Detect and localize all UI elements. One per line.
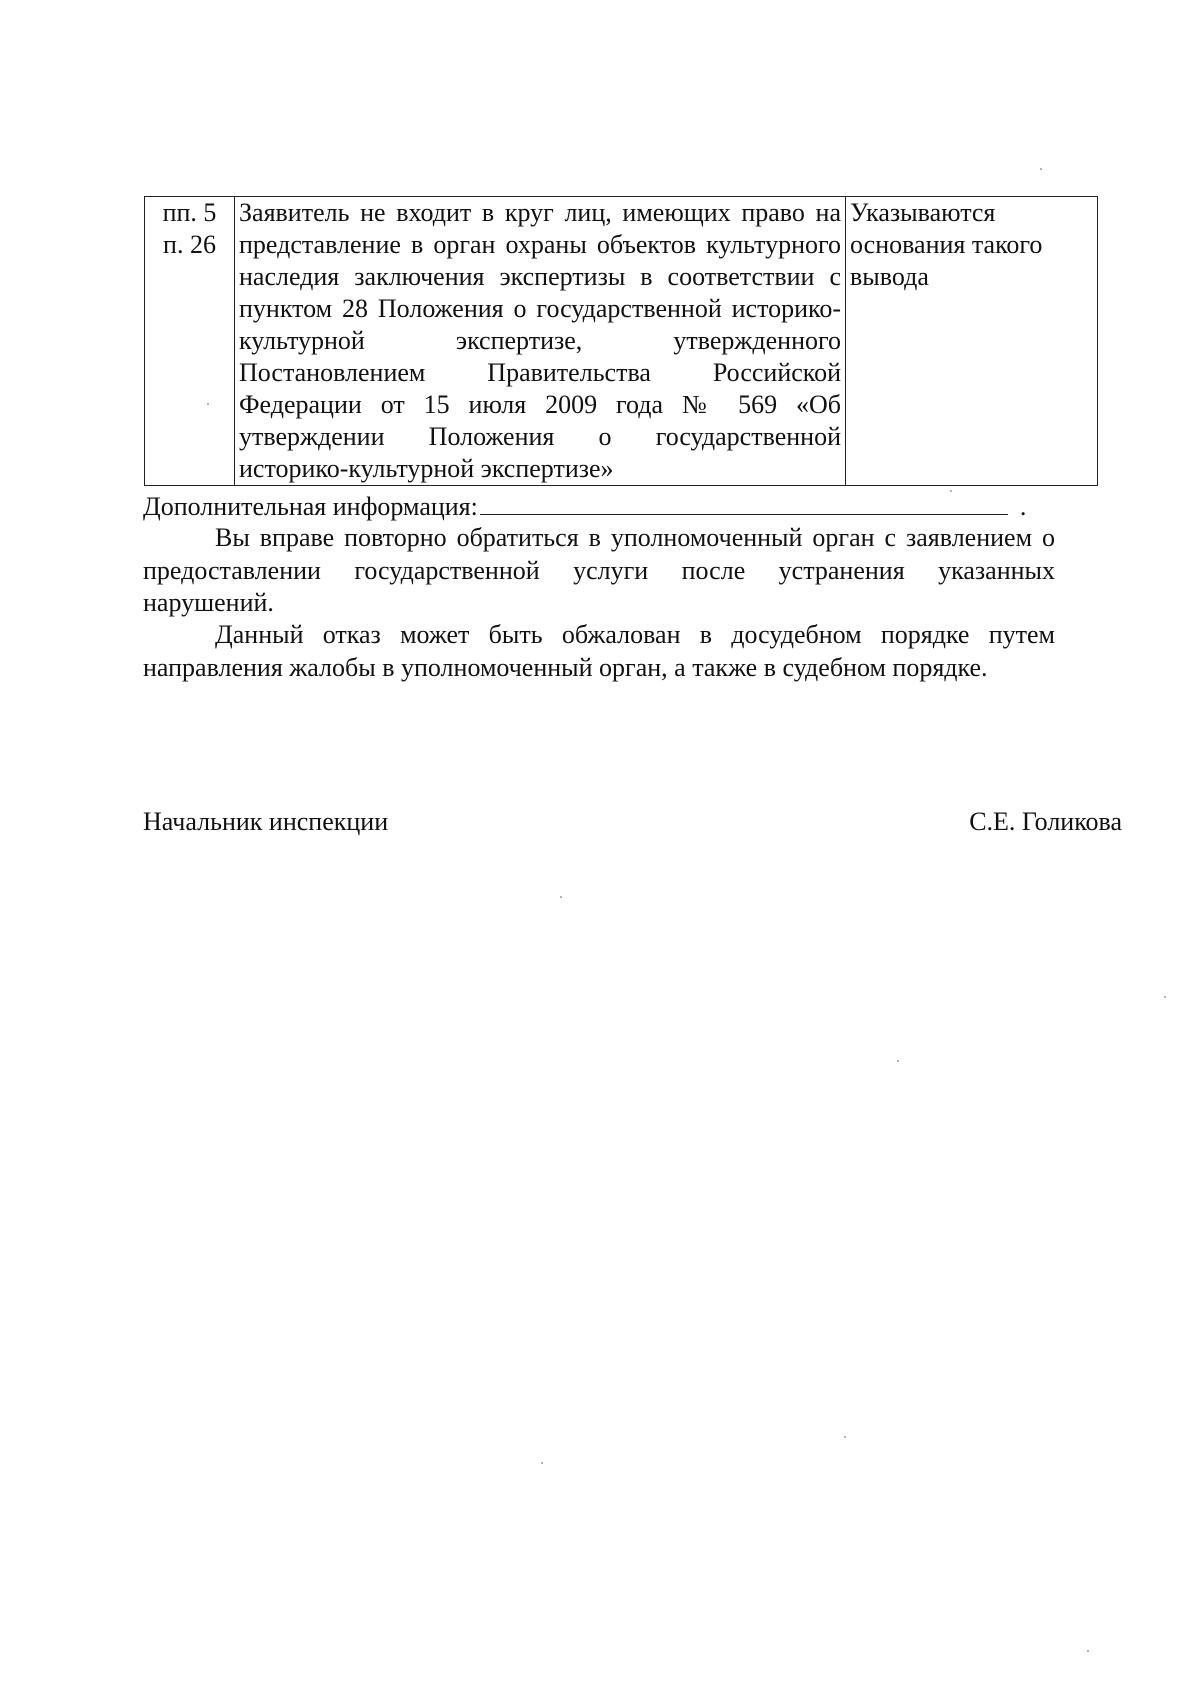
table-row bbox=[145, 197, 1098, 486]
clause-reference-cell bbox=[145, 197, 235, 486]
refusal-reasons-table bbox=[144, 196, 1098, 486]
refusal-reason-cell: Заявитель не входит в круг лиц, имеющих право на представление в орган охраны объектов культурного наследия заключения экспертизы в соответствии с пунктом 28 Положения о государственной историко-культурной экспертизе, утвержденного Постановлением Правительства Российской Федерации от 15 июля 2009 года № 569 «Об утверждении Положения о государственной историко-культурной экспертизе» bbox=[235, 197, 846, 486]
clause-reference-line-1: пп. 5 bbox=[162, 198, 217, 227]
explanation-cell: Указываются основания такого вывода bbox=[846, 197, 1098, 486]
scan-speck bbox=[844, 1436, 846, 1438]
clause-reference-line-2: п. 26 bbox=[163, 230, 216, 259]
additional-info-label: Дополнительная информация: bbox=[143, 492, 478, 521]
scan-speck bbox=[897, 1060, 899, 1062]
scan-speck bbox=[541, 1462, 543, 1464]
scan-speck bbox=[1040, 168, 1042, 170]
additional-info-blank-field bbox=[480, 490, 1008, 515]
scan-speck bbox=[1164, 996, 1166, 998]
signatory-position: Начальник инспекции bbox=[143, 807, 389, 836]
appeal-paragraph: Данный отказ может быть обжалован в досудебном порядке путем направления жалобы в уполномоченный орган, а также в судебном порядке. bbox=[143, 620, 1055, 682]
scan-speck bbox=[950, 490, 952, 492]
scan-speck bbox=[1087, 1650, 1089, 1652]
resubmit-paragraph: Вы вправе повторно обратиться в уполномоченный орган с заявлением о предоставлении государственной услуги после устранения указанных нарушений. bbox=[143, 523, 1055, 617]
scan-speck bbox=[207, 403, 209, 405]
additional-info-terminator: . bbox=[1019, 492, 1027, 521]
additional-info-line bbox=[143, 490, 1073, 523]
scan-speck bbox=[560, 896, 562, 898]
signatory-name: С.Е. Голикова bbox=[969, 807, 1122, 836]
